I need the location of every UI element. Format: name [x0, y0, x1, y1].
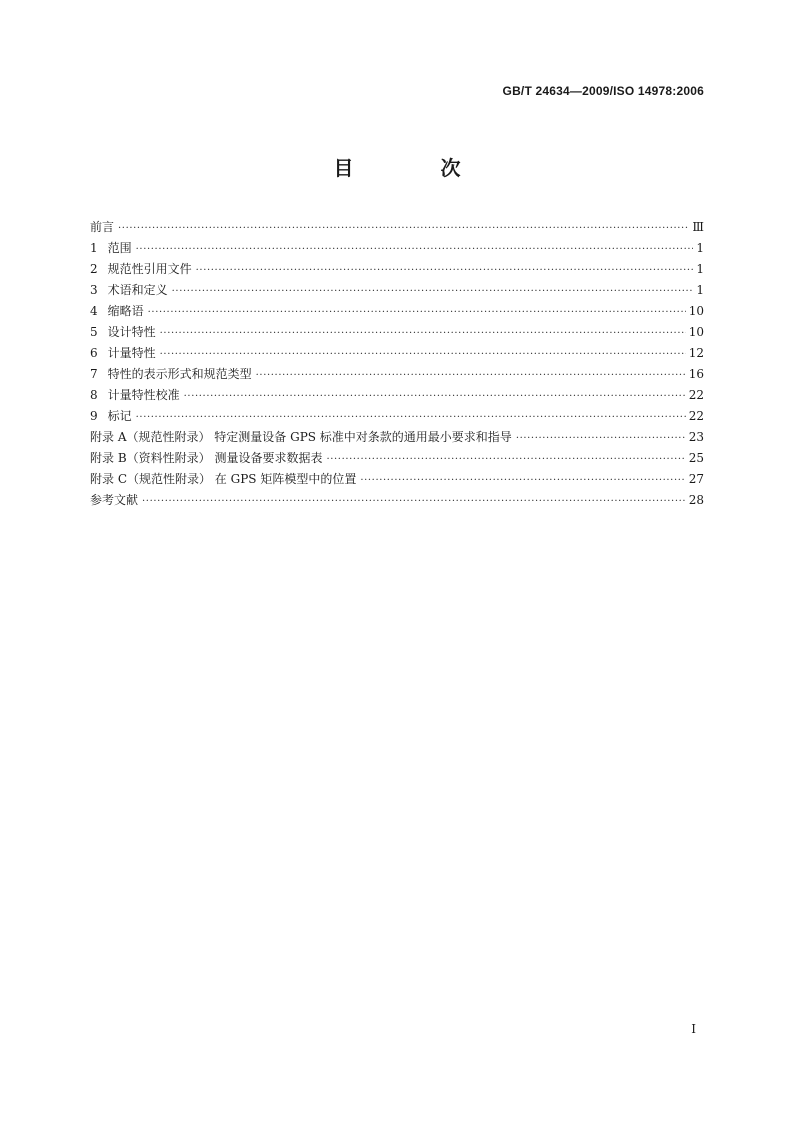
- toc-entry-bibliography[interactable]: [90, 490, 704, 511]
- toc-entry-9[interactable]: [90, 406, 704, 427]
- toc-entry-label: 附录 A（规范性附录） 特定测量设备 GPS 标准中对条款的通用最小要求和指导: [90, 430, 512, 444]
- toc-entry-page: 25: [688, 451, 704, 465]
- toc-entry-page: 10: [688, 325, 704, 339]
- dot-leader: [136, 238, 694, 260]
- toc-entry-label: 附录 B（资料性附录） 测量设备要求数据表: [90, 451, 323, 465]
- toc-entry-label: 缩略语: [107, 304, 144, 318]
- toc-entry-page: 16: [688, 367, 704, 381]
- toc-entry-number: 9: [90, 409, 98, 423]
- toc-entry-label: 范围: [107, 241, 132, 255]
- toc-entry-label: 特性的表示形式和规范类型: [107, 367, 252, 381]
- table-of-contents: [90, 217, 704, 511]
- toc-entry-label: 标记: [107, 409, 132, 423]
- toc-entry-page: 1: [696, 283, 704, 297]
- toc-entry-label: 术语和定义: [107, 283, 168, 297]
- toc-entry-label: 设计特性: [107, 325, 156, 339]
- toc-entry-annex-c[interactable]: [90, 469, 704, 490]
- dot-leader: [118, 217, 689, 239]
- dot-leader: [516, 427, 686, 449]
- toc-entry-number: 1: [90, 241, 98, 255]
- toc-entry-page: 22: [688, 409, 704, 423]
- toc-entry-page: 1: [696, 262, 704, 276]
- toc-entry-label: 参考文献: [90, 493, 139, 507]
- toc-entry-label: 附录 C（规范性附录） 在 GPS 矩阵模型中的位置: [90, 472, 357, 486]
- toc-entry-annex-a[interactable]: [90, 427, 704, 448]
- toc-entry-page: 1: [696, 241, 704, 255]
- toc-entry-8[interactable]: [90, 385, 704, 406]
- toc-entry-number: 4: [90, 304, 98, 318]
- toc-entry-number: 2: [90, 262, 98, 276]
- toc-entry-page: 28: [688, 493, 704, 507]
- standard-number: GB/T 24634—2009/ISO 14978:2006: [502, 84, 704, 98]
- toc-entry-page: 12: [688, 346, 704, 360]
- toc-entry-foreword[interactable]: [90, 217, 704, 238]
- dot-leader: [326, 448, 685, 470]
- dot-leader: [256, 364, 686, 386]
- toc-entry-label: 计量特性校准: [107, 388, 180, 402]
- toc-entry-number: 3: [90, 283, 98, 297]
- toc-entry-page: 10: [688, 304, 704, 318]
- dot-leader: [142, 490, 686, 512]
- page-number: I: [691, 1022, 696, 1036]
- toc-entry-label: 前言: [90, 220, 115, 234]
- dot-leader: [160, 343, 686, 365]
- toc-entry-number: 7: [90, 367, 98, 381]
- toc-entry-5[interactable]: [90, 322, 704, 343]
- dot-leader: [136, 406, 686, 428]
- dot-leader: [196, 259, 694, 281]
- dot-leader: [172, 280, 694, 302]
- toc-entry-7[interactable]: [90, 364, 704, 385]
- toc-entry-page: 23: [688, 430, 704, 444]
- dot-leader: [160, 322, 686, 344]
- toc-entry-3[interactable]: [90, 280, 704, 301]
- dot-leader: [184, 385, 686, 407]
- toc-entry-label: 计量特性: [107, 346, 156, 360]
- dot-leader: [360, 469, 685, 491]
- page-title: 目 次: [333, 156, 501, 180]
- toc-entry-number: 8: [90, 388, 98, 402]
- toc-entry-page: 27: [688, 472, 704, 486]
- toc-entry-1[interactable]: [90, 238, 704, 259]
- toc-entry-annex-b[interactable]: [90, 448, 704, 469]
- toc-entry-label: 规范性引用文件: [107, 262, 192, 276]
- toc-entry-6[interactable]: [90, 343, 704, 364]
- toc-entry-number: 6: [90, 346, 98, 360]
- toc-entry-number: 5: [90, 325, 98, 339]
- toc-entry-2[interactable]: [90, 259, 704, 280]
- toc-entry-page: Ⅲ: [692, 220, 704, 234]
- toc-entry-page: 22: [688, 388, 704, 402]
- toc-entry-4[interactable]: [90, 301, 704, 322]
- dot-leader: [148, 301, 686, 323]
